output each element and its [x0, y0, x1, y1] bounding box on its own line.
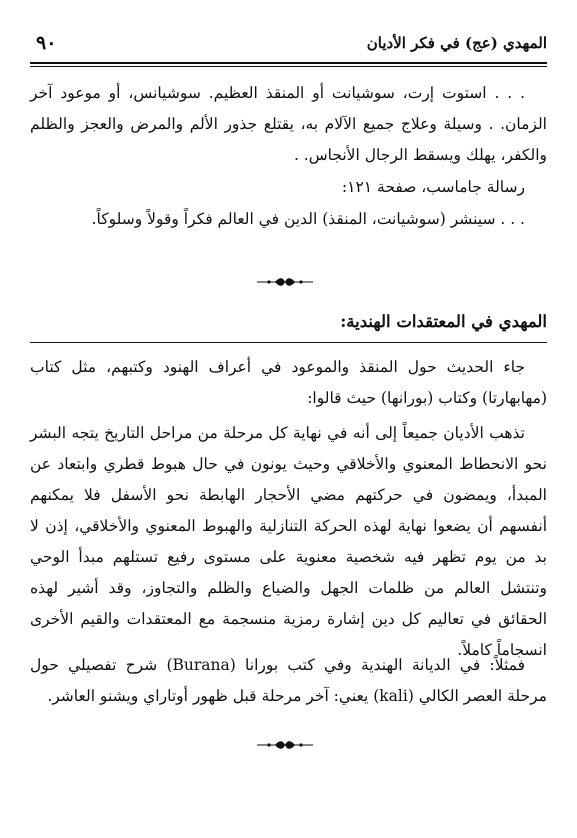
- quote-paragraph-2: . . . سينشر (سوشيانت، المنقذ) الدين في العالم فكراً وقولاً وسلوكاً.: [91, 210, 525, 228]
- section-heading: المهدي في المعتقدات الهندية:: [340, 312, 547, 331]
- quote-source: رسالة جاماسب، صفحة ١٢١:: [341, 178, 525, 196]
- quote-paragraph-1: . . . استوت إرت، سوشيانت أو المنقذ العظيم. سوشيانس، أو موعود آخر الزمان. . وسيلة وعلاج جميع الآلام به، يقتلع جذور الألم والمرض والعجز والظلم والكفر، يهلك ويسقط الرجال الأنجاس. .: [30, 84, 547, 164]
- header-rule-thin: [30, 66, 547, 67]
- running-head-title: المهدي (عج) في فكر الأديان: [366, 34, 547, 52]
- page-number: ٩٠: [36, 32, 57, 54]
- section-paragraph-2: تذهب الأديان جميعاً إلى أنه في نهاية كل مرحلة من مراحل التاريخ يتجه البشر نحو الانحطاط المعنوي والأخلاقي وحيث يونون في حال هبوط قطري وابتعاد عن المبدأ، ويمضون في حركتهم مضي الأحجار الهابطة نحو الأسفل فلا يمكنهم أنفسهم أن يضعوا نهاية لهذه الحركة التنازلية والهبوط المعنوي والأخلاقي، إذن لا بد من يوم تظهر فيه شخصية معنوية على مستوى رفيع تستلهم مبدأ الوحي وتنتشل العالم من ظلمات الجهل والضياع والظلم والتجاوز، وقد أشير لهذه الحقائق في تعاليم كل دين إشارة رمزية منسجمة مع المعتقدات والقيم الأخرى انسجاماً كاملاً.: [30, 424, 547, 659]
- ornament-divider-1: [255, 275, 315, 289]
- section-paragraph-3: فمثلاً: في الديانة الهندية وفي كتب بورانا (Burana) شرح تفصيلي حول مرحلة العصر الكالي (kali) يعني: آخر مرحلة قبل ظهور أوتاراي ويشنو العاشر.: [30, 656, 547, 705]
- header-rule-thick: [30, 62, 547, 64]
- ornament-divider-2: [255, 738, 315, 752]
- running-head: [30, 28, 547, 62]
- section-paragraph-1: جاء الحديث حول المنقذ والموعود في أعراف الهنود وكتبهم، مثل كتاب (مهابهارتا) وكتاب (بورانها) حيث قالوا:: [30, 358, 547, 407]
- section-heading-rule: [30, 342, 547, 343]
